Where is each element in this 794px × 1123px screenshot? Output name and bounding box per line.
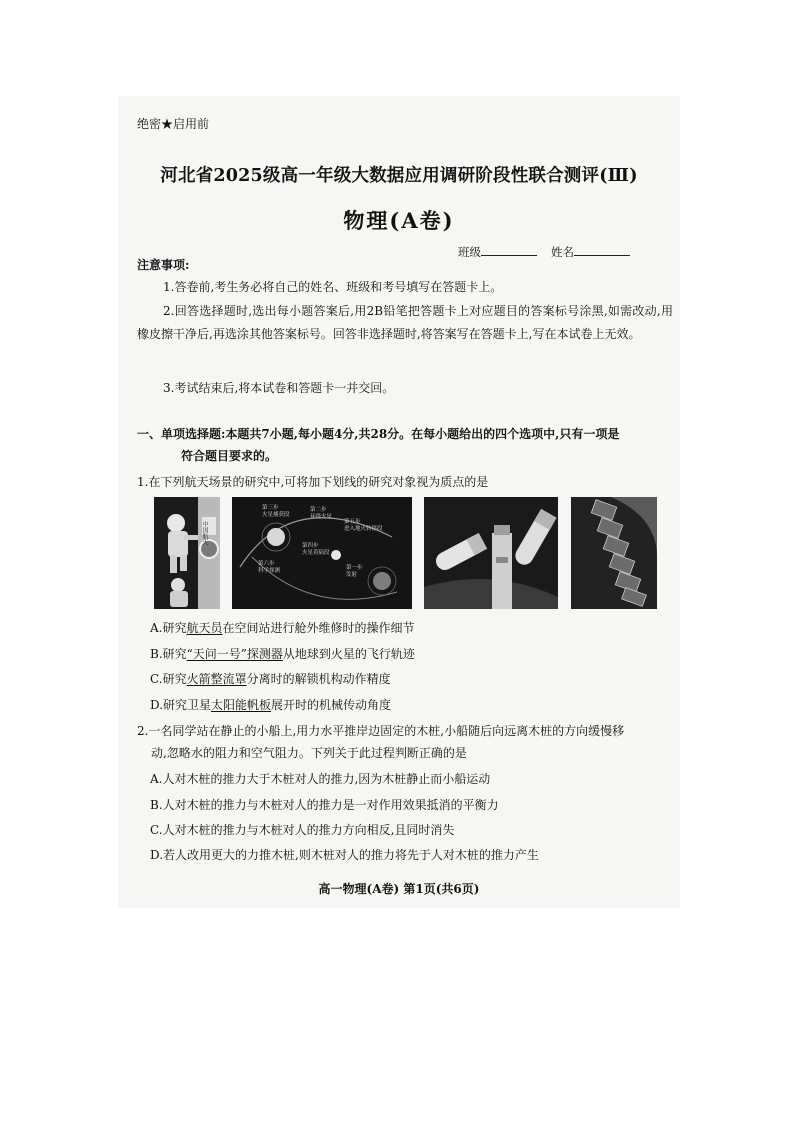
- step-label-1: 第一步 发射: [346, 565, 363, 578]
- step-label-2: 第二步 环绕火星: [310, 507, 333, 520]
- figure1-label: 中国航天: [201, 521, 208, 545]
- astronaut-photo: [154, 497, 220, 609]
- q1-option-c[interactable]: C.研究火箭整流罩分离时的解锁机构动作精度: [150, 672, 391, 686]
- notice-item-3: 3.考试结束后,将本试卷和答题卡一并交回。: [163, 381, 395, 395]
- q2-option-d[interactable]: D.若人改用更大的力推木桩,则木桩对人的推力将先于人对木桩的推力产生: [150, 848, 539, 862]
- notice-item-1: 1.答卷前,考生务必将自己的姓名、班级和考号填写在答题卡上。: [163, 280, 503, 294]
- rocket-fairing-photo: [424, 497, 558, 609]
- question-1-stem: 1.在下列航天场景的研究中,可将加下划线的研究对象视为质点的是: [137, 475, 489, 489]
- page-footer: 高一物理(A卷) 第1页(共6页): [318, 882, 480, 896]
- q1-option-a[interactable]: A.研究航天员在空间站进行舱外维修时的操作细节: [150, 621, 415, 635]
- trajectory-diagram: [232, 497, 412, 609]
- step-label-3: 第三步 火星捕获段: [262, 505, 290, 518]
- step-label-5: 第五步 进入地火转移段: [344, 519, 383, 532]
- q2-option-c[interactable]: C.人对木桩的推力与木桩对人的推力方向相反,且同时消失: [150, 823, 455, 837]
- question-2-stem: [137, 720, 673, 764]
- class-label: 班级: [458, 245, 481, 259]
- class-blank: [481, 245, 537, 256]
- secret-label: 绝密★启用前: [137, 117, 210, 131]
- exam-title: 河北省2025级高一年级大数据应用调研阶段性联合测评(Ⅲ): [160, 166, 638, 186]
- step-label-6: 第六步 科学探测: [258, 561, 281, 574]
- q2-option-a[interactable]: A.人对木桩的推力大于木桩对人的推力,因为木桩静止而小船运动: [150, 772, 491, 786]
- q1-option-d[interactable]: D.研究卫星太阳能帆板展开时的机械传动角度: [150, 698, 392, 712]
- q2-stem-line2: 动,忽略水的阻力和空气阻力。下列关于此过程判断正确的是: [151, 746, 467, 760]
- notice-item-2: 2.回答选择题时,选出每小题答案后,用2B铅笔把答题卡上对应题目的答案标号涂黑,如需改动,用橡皮擦干净后,再选涂其他答案标号。回答非选择题时,将答案写在答题卡上,写在本试卷上无效。: [137, 304, 673, 341]
- section-heading: [137, 423, 675, 467]
- section-heading-line1: 一、单项选择题:本题共7小题,每小题4分,共28分。在每小题给出的四个选项中,只有一项是: [137, 427, 620, 441]
- section-heading-line2: 符合题目要求的。: [181, 449, 278, 463]
- name-blank: [574, 245, 630, 256]
- solar-panel-photo: [571, 497, 657, 609]
- q2-option-b[interactable]: B.人对木桩的推力与木桩对人的推力是一对作用效果抵消的平衡力: [150, 798, 499, 812]
- student-info-fields: [458, 244, 630, 260]
- q2-stem-line1: 2.一名同学站在静止的小船上,用力水平推岸边固定的木桩,小船随后向远离木桩的方向缓慢移: [137, 724, 625, 738]
- name-label: 姓名: [551, 245, 574, 259]
- exam-subtitle: 物理(A卷): [343, 208, 455, 233]
- q1-option-b[interactable]: B.研究“天问一号”探测器从地球到火星的飞行轨迹: [150, 647, 415, 661]
- step-label-4: 第四步 火星着陆段: [302, 543, 330, 556]
- notice-heading: 注意事项:: [137, 258, 190, 272]
